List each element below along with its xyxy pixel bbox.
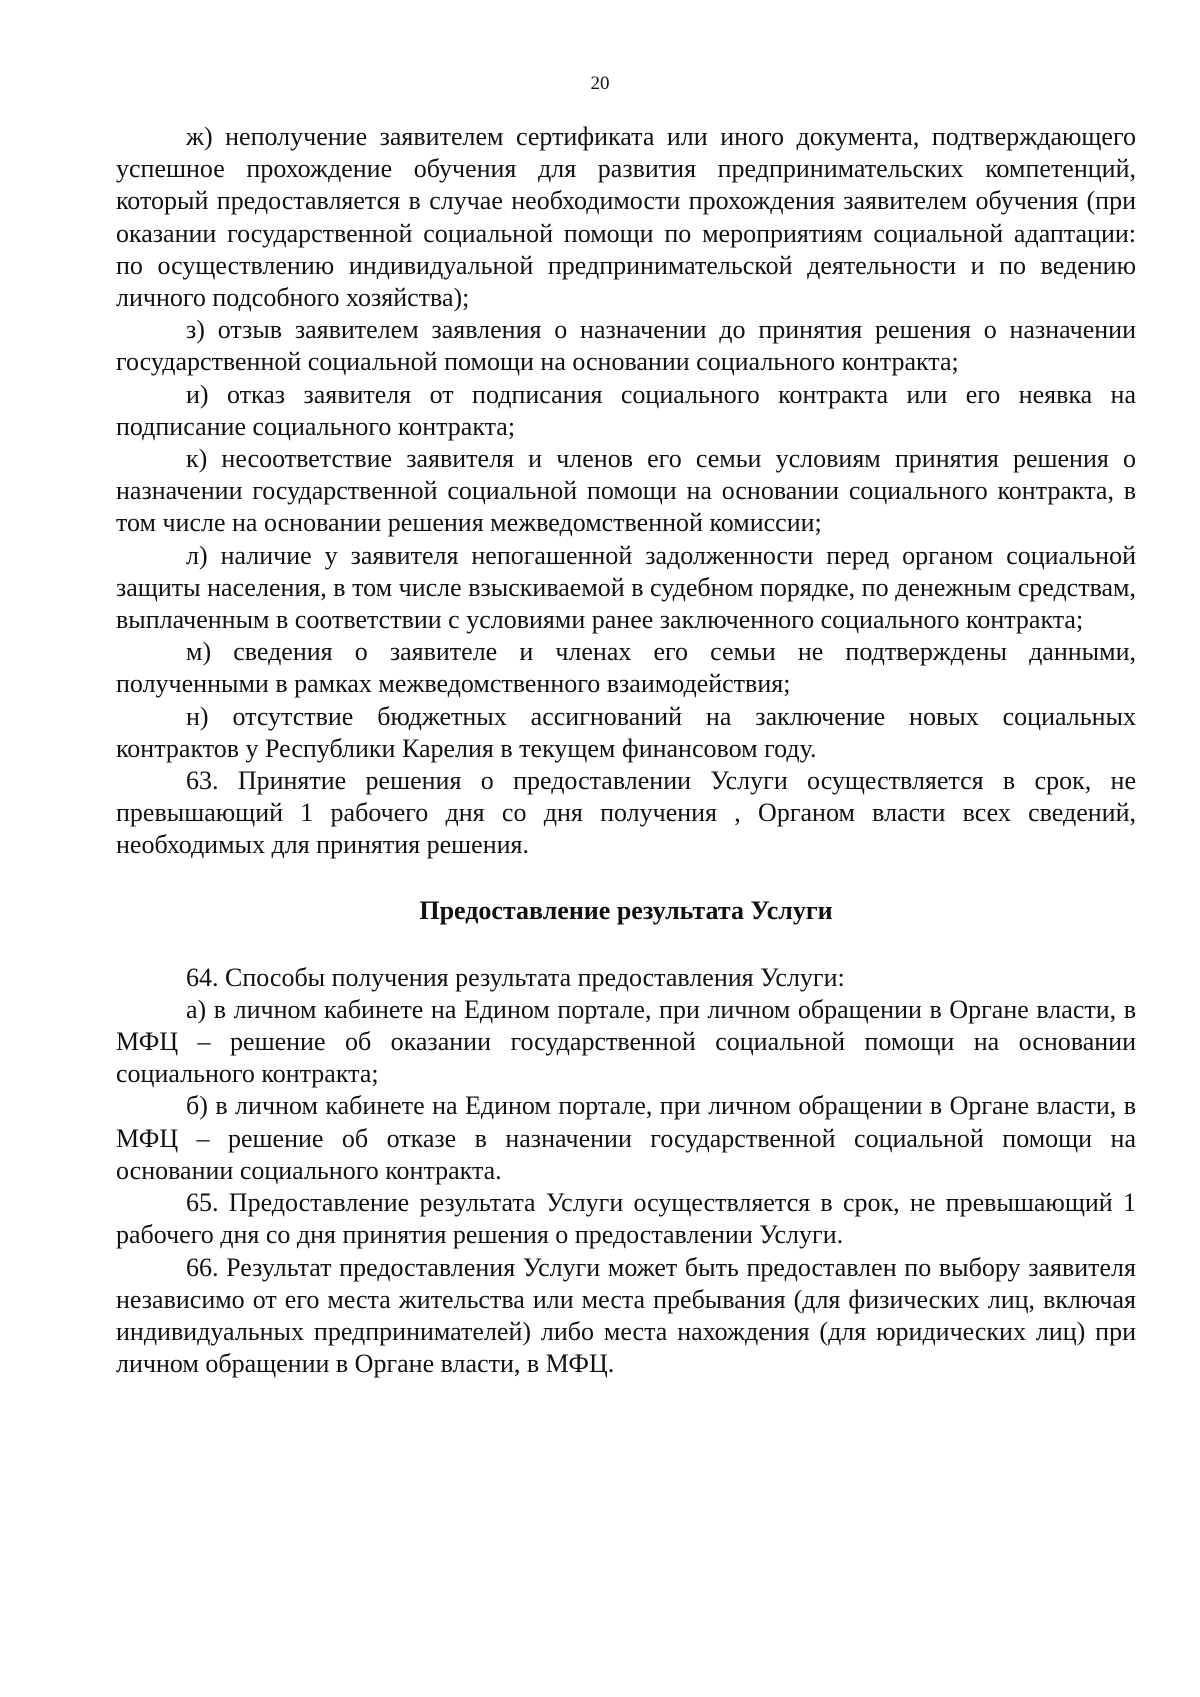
paragraph-65: 65. Предоставление результата Услуги осуществляется в срок, не превышающий 1 рабочего дня со дня принятия решения о предоставлении Услуги. xyxy=(116,1188,1136,1250)
paragraph-item-a: а) в личном кабинете на Едином портале, при личном обращении в Органе власти, в МФЦ – решение об оказании государственной социальной помощи на основании социального контракта; xyxy=(116,994,1136,1089)
paragraph-item-z: з) отзыв заявителем заявления о назначении до принятия решения о назначении государственной социальной помощи на основании социального контракта; xyxy=(116,315,1136,377)
paragraph-63: 63. Принятие решения о предоставлении Услуги осуществляется в срок, не превышающий 1 рабочего дня со дня получения , Органом власти всех сведений, необходимых для принятия решения. xyxy=(116,766,1136,860)
paragraph-64: 64. Способы получения результата предоставления Услуги: xyxy=(186,962,845,992)
paragraph-item-b: б) в личном кабинете на Едином портале, при личном обращении в Органе власти, в МФЦ – решение об отказе в назначении государственной социальной помощи на основании социального контракта. xyxy=(116,1091,1136,1185)
paragraph-66: 66. Результат предоставления Услуги может быть предоставлен по выбору заявителя независимо от его места жительства или места пребывания (для физических лиц, включая индивидуальных предпринимателей) либо места нахождения (для юридических лиц) при личном обращении в Органе власти, в МФЦ. xyxy=(116,1252,1136,1379)
section-heading: Предоставление результата Услуги xyxy=(419,895,833,925)
paragraph-item-i: и) отказ заявителя от подписания социального контракта или его неявка на подписание социального контракта; xyxy=(116,379,1136,441)
paragraph-item-l: л) наличие у заявителя непогашенной задолженности перед органом социальной защиты населения, в том числе взыскиваемой в судебном порядке, по денежным средствам, выплаченным в соответствии с условиями ранее заключенного социального контракта; xyxy=(116,540,1136,635)
paragraph-item-m: м) сведения о заявителе и членах его семьи не подтверждены данными, полученными в рамках межведомственного взаимодействия; xyxy=(116,637,1136,699)
page-number: 20 xyxy=(590,73,610,94)
paragraph-item-zh: ж) неполучение заявителем сертификата или иного документа, подтверждающего успешное прохождение обучения для развития предпринимательских компетенций, который предоставляется в случае необходимости прохождения заявителем обучения (при оказании государственной социальной помощи по мероприятиям социальной адаптации: по осуществлению индивидуальной предпринимательской деятельности и по ведению личного подсобного хозяйства); xyxy=(116,122,1136,313)
paragraph-item-n: н) отсутствие бюджетных ассигнований на заключение новых социальных контрактов у Республики Карелия в текущем финансовом году. xyxy=(116,701,1136,763)
document-body xyxy=(116,121,1136,1380)
paragraph-item-k: к) несоответствие заявителя и членов его семьи условиям принятия решения о назначении государственной социальной помощи на основании социального контракта, в том числе на основании решения межведомственной комиссии; xyxy=(116,444,1136,538)
